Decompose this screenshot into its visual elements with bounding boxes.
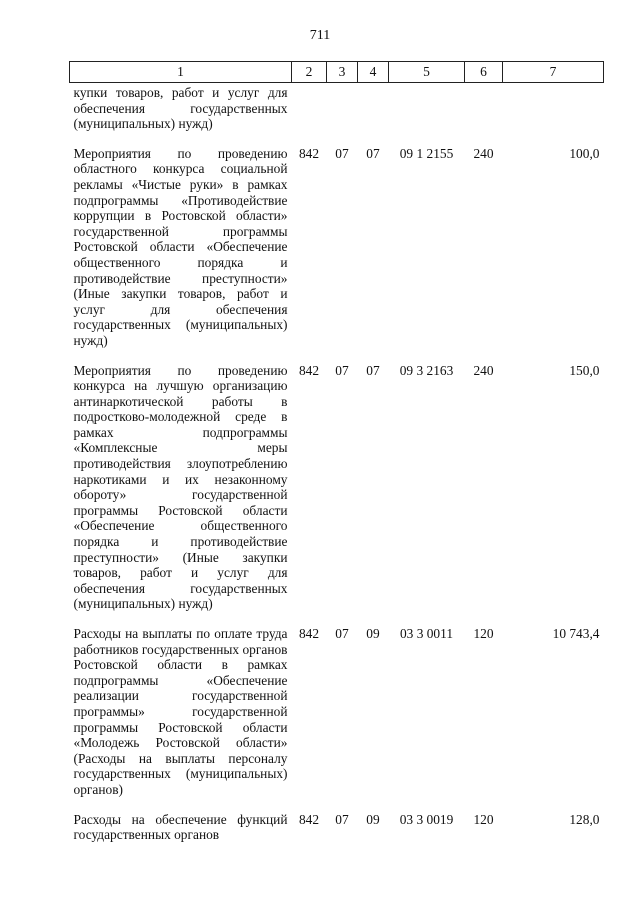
section-code: 07 [335,626,349,641]
subsection-code: 09 [366,811,380,827]
table-row [70,612,604,798]
budget-table [69,61,604,843]
amount: 128,0 [569,811,600,827]
target-code: 03 3 0019 [399,811,454,827]
header-col-5: 5 [389,62,465,83]
row-description: Расходы на выплаты по оплате труда работников государственных органов Ростовской области в рамках подпрограммы «Обеспечение реализации государственной программы» государственной программы Ростовской области «Молодежь Ростовской области» (Расходы на выплаты персоналу государственных (муниципальных) органов) [73,626,288,797]
amount: 100,0 [569,145,600,161]
amount: 150,0 [569,362,600,378]
ministry-code: 842 [298,145,320,161]
header-row [70,62,604,83]
header-col-4: 4 [358,62,389,83]
table-row [70,349,604,613]
header-col-7: 7 [503,62,604,83]
target-code: 09 1 2155 [399,145,454,161]
table-row [70,132,604,349]
header-col-2: 2 [292,62,327,83]
section-code: 07 [335,145,349,161]
target-code: 03 3 0011 [399,626,454,641]
subsection-code: 09 [366,626,380,641]
row-description: Мероприятия по проведению областного конкурса социальной рекламы «Чистые руки» в рамках подпрограммы «Противодействие коррупции в Ростовской области» государственной программы Ростовской области «Обеспечение общественного порядка и противодействие преступности» (Иные закупки товаров, работ и услуг для обеспечения государственных (муниципальных) нужд) [73,145,288,348]
subsection-code: 07 [366,362,380,378]
amount: 10 743,4 [552,626,600,641]
expense-type-code: 120 [473,626,494,641]
ministry-code: 842 [298,362,320,378]
ministry-code: 842 [298,626,320,641]
page-number: 711 [309,28,331,43]
header-col-6: 6 [465,62,503,83]
expense-type-code: 120 [473,811,494,827]
row-description: Мероприятия по проведению конкурса на лучшую организацию антинаркотической работы в подростково-молодежной среде в рамках подпрограммы «Комплексные меры противодействия злоупотреблению наркотиками и их незаконному обороту» государственной программы Ростовской области «Обеспечение общественного порядка и противодействие преступности» (Иные закупки товаров, работ и услуг для обеспечения государственных (муниципальных) нужд) [73,362,288,612]
continuation-row [70,83,604,132]
expense-type-code: 240 [473,362,494,378]
row-description: Расходы на обеспечение функций государственных органов [73,811,288,843]
section-code: 07 [335,811,349,827]
section-code: 07 [335,362,349,378]
header-col-3: 3 [327,62,358,83]
expense-type-code: 240 [473,145,494,161]
ministry-code: 842 [298,811,320,827]
table-row [70,798,604,843]
continuation-text: купки товаров, работ и услуг для обеспечения государственных (муниципальных) нужд) [73,85,288,132]
target-code: 09 3 2163 [399,362,454,378]
subsection-code: 07 [366,145,380,161]
header-col-1: 1 [70,62,292,83]
